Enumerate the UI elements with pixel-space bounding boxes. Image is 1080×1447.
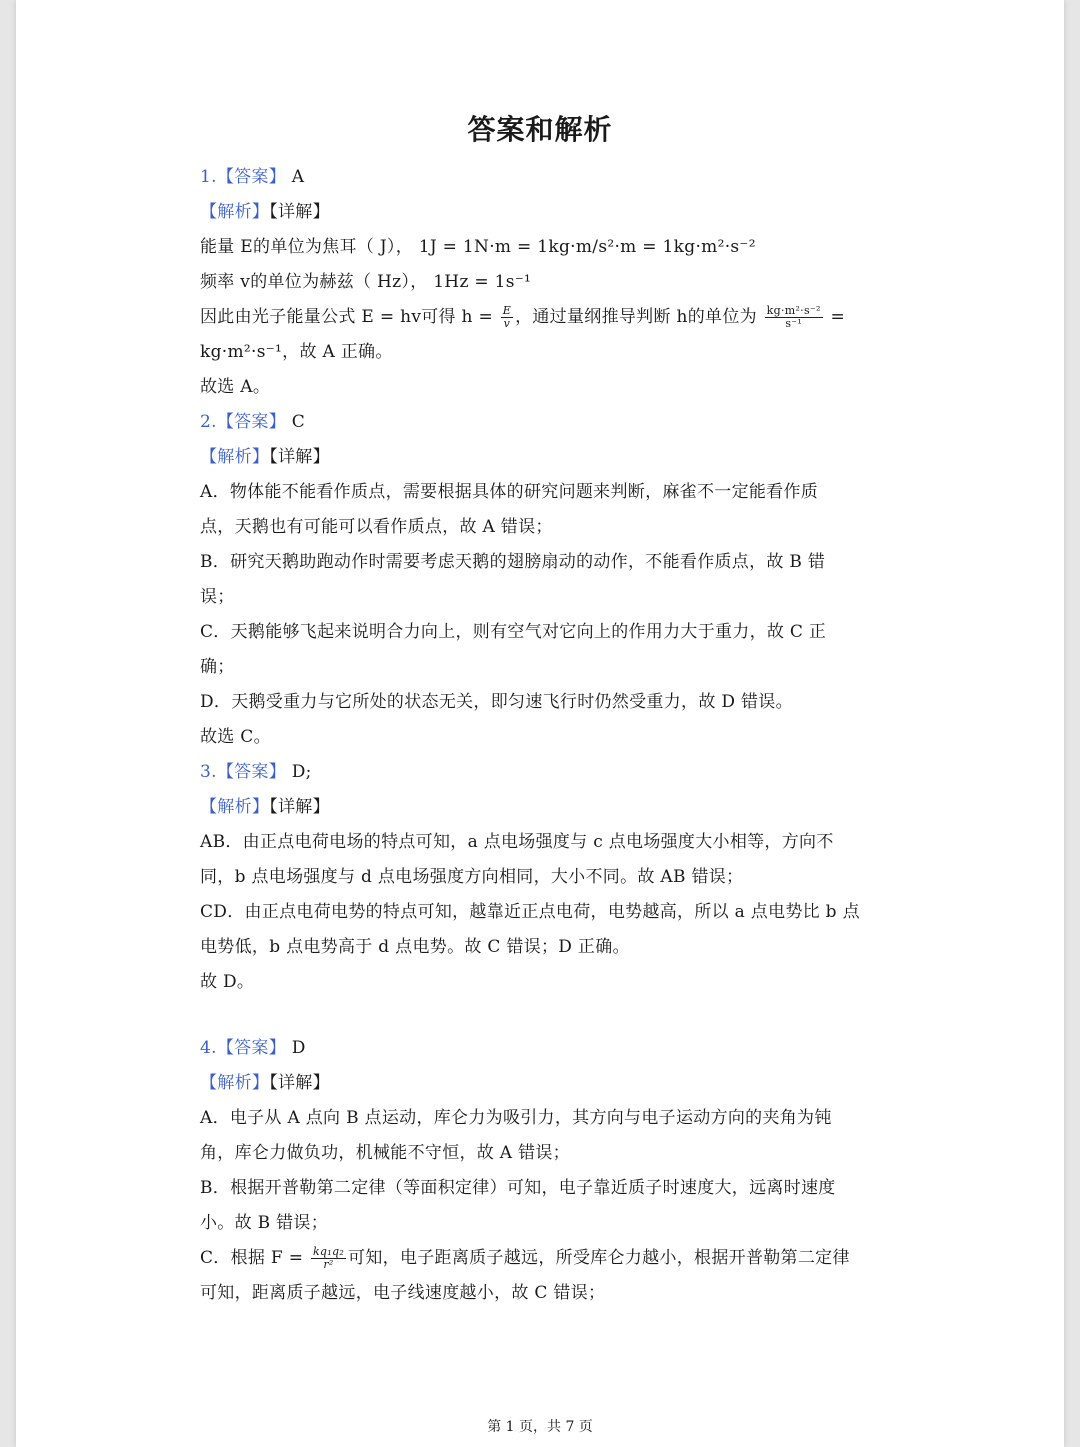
q2-line-5: C．天鹅能够飞起来说明合力向上，则有空气对它向上的作用力大于重力，故 C 正	[200, 622, 827, 642]
q3-answer: D;	[291, 762, 312, 782]
q2-line-8: 故选 C。	[200, 727, 271, 747]
q2-analysis-header	[200, 440, 900, 475]
q3-analysis-header	[200, 790, 900, 825]
fraction-unit	[765, 305, 823, 330]
page-title: 答案和解析	[467, 113, 613, 146]
q4-answer-line	[200, 1031, 900, 1066]
fraction-denominator: r²	[323, 1258, 334, 1271]
q3-line-1: AB．由正点电荷电场的特点可知，a 点电场强度与 c 点电场强度大小相等，方向不	[200, 832, 834, 852]
q1-line-1: 能量 E的单位为焦耳（ J）， 1J = 1N·m = 1kg·m/s²·m = 1kg·m²·s⁻²	[200, 237, 756, 257]
detail-tag: 【详解】	[269, 797, 330, 817]
q4-line-1: A．电子从 A 点向 B 点运动，库仑力为吸引力，其方向与电子运动方向的夹角为钝	[200, 1108, 832, 1128]
document-page	[16, 0, 1064, 1447]
q2-answer: C	[291, 412, 306, 432]
fraction-numerator: E	[502, 304, 512, 317]
q4-answer: D	[291, 1038, 306, 1058]
answer-content	[200, 160, 900, 1311]
q1-line-5: 故选 A。	[200, 377, 271, 397]
q1-line-2: 频率 v的单位为赫兹（ Hz）， 1Hz = 1s⁻¹	[200, 272, 532, 292]
analysis-tag: 【解析】	[200, 202, 270, 222]
q2-line-2: 点，天鹅也有可能可以看作质点，故 A 错误；	[200, 517, 553, 537]
q4-analysis-header	[200, 1066, 900, 1101]
q1-analysis-header	[200, 195, 900, 230]
q1-line-4: kg·m²·s⁻¹，故 A 正确。	[200, 342, 393, 362]
detail-tag: 【详解】	[269, 202, 330, 222]
q3-line-2: 同，b 点电场强度与 d 点电场强度方向相同，大小不同。故 AB 错误；	[200, 867, 744, 887]
fraction-denominator: s⁻¹	[785, 317, 803, 330]
answer-tag: 【答案】	[216, 762, 287, 782]
q1-number: 1.	[200, 167, 217, 187]
q1-line-3-a: 因此由光子能量公式 E = hv可得 h =	[200, 307, 499, 327]
q2-line-3: B．研究天鹅助跑动作时需要考虑天鹅的翅膀扇动的动作，不能看作质点，故 B 错	[200, 552, 826, 572]
q4-line-6: 可知，距离质子越远，电子线速度越小，故 C 错误；	[200, 1283, 606, 1303]
q4-line-5	[200, 1241, 900, 1276]
q2-number: 2.	[200, 412, 217, 432]
detail-tag: 【详解】	[269, 1073, 330, 1093]
q2-line-1: A．物体能不能看作质点，需要根据具体的研究问题来判断，麻雀不一定能看作质	[200, 482, 819, 502]
q4-line-5-b: 可知，电子距离质子越远，所受库仑力越小，根据开普勒第二定律	[348, 1248, 850, 1268]
answer-tag: 【答案】	[216, 412, 287, 432]
fraction-coulomb	[311, 1246, 346, 1271]
q3-line-3: CD．由正点电荷电势的特点可知，越靠近正点电荷，电势越高，所以 a 点电势比 b 点	[200, 902, 860, 922]
fraction-numerator: kg·m²·s⁻²	[766, 304, 821, 317]
q3-line-5: 故 D。	[200, 972, 255, 992]
q1-line-3-b: ，通过量纲推导判断 h的单位为	[515, 307, 763, 327]
answer-tag: 【答案】	[216, 1038, 287, 1058]
fraction-e-over-v	[501, 305, 513, 330]
q3-answer-line	[200, 755, 900, 790]
q2-line-6: 确；	[200, 657, 235, 677]
q2-answer-line	[200, 405, 900, 440]
q1-line-3	[200, 300, 900, 335]
answer-tag: 【答案】	[216, 167, 287, 187]
analysis-tag: 【解析】	[200, 447, 270, 467]
section-spacer	[200, 1000, 900, 1031]
q2-line-4: 误；	[200, 587, 235, 607]
fraction-numerator: kq₁q₂	[312, 1245, 345, 1258]
q1-answer-line	[200, 160, 900, 195]
q1-answer: A	[291, 167, 305, 187]
q4-number: 4.	[200, 1038, 217, 1058]
q3-number: 3.	[200, 762, 217, 782]
analysis-tag: 【解析】	[200, 1073, 270, 1093]
page-footer: 第 1 页，共 7 页	[487, 1419, 593, 1435]
q4-line-2: 角，库仑力做负功，机械能不守恒，故 A 错误；	[200, 1143, 570, 1163]
q4-line-4: 小。故 B 错误；	[200, 1213, 328, 1233]
q3-line-4: 电势低，b 点电势高于 d 点电势。故 C 错误；D 正确。	[200, 937, 630, 957]
detail-tag: 【详解】	[269, 447, 330, 467]
q1-line-3-c: =	[824, 307, 845, 327]
q4-line-5-a: C．根据 F =	[200, 1248, 309, 1268]
analysis-tag: 【解析】	[200, 797, 270, 817]
q2-line-7: D．天鹅受重力与它所处的状态无关，即匀速飞行时仍然受重力，故 D 错误。	[200, 692, 793, 712]
fraction-denominator: v	[503, 317, 511, 330]
q4-line-3: B．根据开普勒第二定律（等面积定律）可知，电子靠近质子时速度大，远离时速度	[200, 1178, 836, 1198]
